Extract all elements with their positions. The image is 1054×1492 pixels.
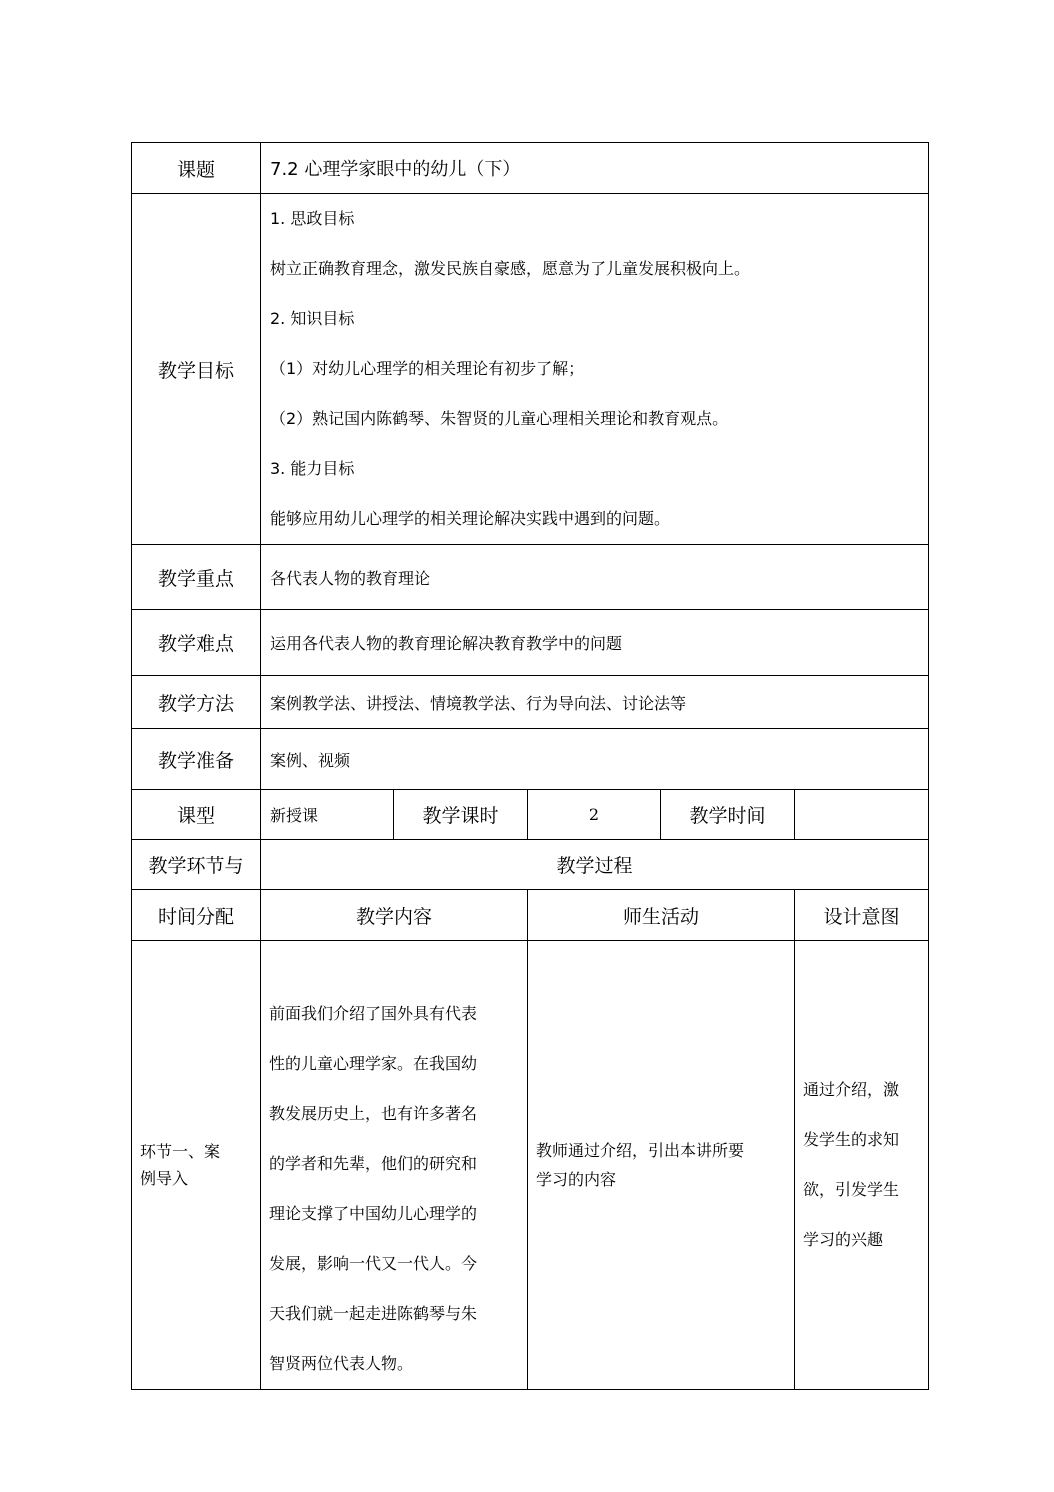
lesson-time-value [795, 790, 929, 840]
lesson-type-label: 课型 [132, 790, 261, 840]
objective-line: 1. 思政目标 [270, 209, 355, 228]
lesson-plan-table [131, 142, 929, 1390]
objective-line: （2）熟记国内陈鹤琴、朱智贤的儿童心理相关理论和教育观点。 [270, 409, 729, 428]
objective-line: 3. 能力目标 [270, 459, 355, 478]
stage1-intent-line: 学习的兴趣 [803, 1230, 884, 1249]
stage1-row [132, 941, 929, 1390]
objective-line: 能够应用幼儿心理学的相关理论解决实践中遇到的问题。 [270, 509, 671, 528]
stage1-intent-line: 发学生的求知 [803, 1130, 900, 1149]
objectives-row [132, 194, 929, 545]
methods-label: 教学方法 [132, 676, 261, 729]
stage1-content-line: 理论支撑了中国幼儿心理学的 [269, 1204, 478, 1223]
intent-label: 设计意图 [795, 890, 929, 941]
stage-label-2: 时间分配 [132, 890, 261, 941]
lesson-type-value: 新授课 [261, 790, 394, 840]
stage1-content-line: 前面我们介绍了国外具有代表 [269, 1004, 478, 1023]
stage1-content-line: 智贤两位代表人物。 [269, 1354, 414, 1373]
stage1-content [261, 941, 528, 1390]
title-label: 课题 [132, 143, 261, 194]
stage1-intent [795, 941, 929, 1390]
stage1-content-line: 天我们就一起走进陈鹤琴与朱 [269, 1304, 478, 1323]
stage1-content-line: 发展，影响一代又一代人。今 [269, 1254, 478, 1273]
lesson-info-row [132, 790, 929, 840]
preparation-label: 教学准备 [132, 729, 261, 790]
stage1-content-line: 教发展历史上，也有许多著名 [269, 1104, 478, 1123]
lesson-hours-value: 2 [528, 790, 661, 840]
stage1-name [132, 941, 261, 1390]
stage1-intent-line: 通过介绍，激 [803, 1080, 900, 1099]
methods-value: 案例教学法、讲授法、情境教学法、行为导向法、讨论法等 [261, 676, 929, 729]
objectives-label: 教学目标 [132, 194, 261, 545]
process-header-row [132, 840, 929, 890]
activity-label: 师生活动 [528, 890, 795, 941]
objective-line: 2. 知识目标 [270, 309, 355, 328]
stage1-content-line: 性的儿童心理学家。在我国幼 [269, 1054, 478, 1073]
preparation-value: 案例、视频 [261, 729, 929, 790]
objective-line: （1）对幼儿心理学的相关理论有初步了解； [270, 359, 585, 378]
stage1-activity-line: 教师通过介绍，引出本讲所要 [536, 1141, 745, 1160]
methods-row [132, 676, 929, 729]
difficulties-label: 教学难点 [132, 610, 261, 676]
stage1-intent-line: 欲，引发学生 [803, 1180, 900, 1199]
key-points-row [132, 545, 929, 610]
difficulties-row [132, 610, 929, 676]
stage1-name-line: 环节一、案 [140, 1142, 221, 1161]
objectives-content [261, 194, 929, 545]
preparation-row [132, 729, 929, 790]
lesson-hours-label: 教学课时 [394, 790, 528, 840]
difficulties-value: 运用各代表人物的教育理论解决教育教学中的问题 [261, 610, 929, 676]
content-label: 教学内容 [261, 890, 528, 941]
key-points-value: 各代表人物的教育理论 [261, 545, 929, 610]
process-label: 教学过程 [261, 840, 929, 890]
key-points-label: 教学重点 [132, 545, 261, 610]
stage-label-1: 教学环节与 [132, 840, 261, 890]
stage1-content-line: 的学者和先辈，他们的研究和 [269, 1154, 478, 1173]
objective-line: 树立正确教育理念，激发民族自豪感，愿意为了儿童发展积极向上。 [270, 259, 751, 278]
stage1-name-line: 例导入 [140, 1169, 189, 1188]
process-subheader-row [132, 890, 929, 941]
title-row [132, 143, 929, 194]
stage1-activity-line: 学习的内容 [536, 1170, 617, 1189]
title-value: 7.2 心理学家眼中的幼儿（下） [261, 143, 929, 194]
stage1-activity [528, 941, 795, 1390]
lesson-time-label: 教学时间 [661, 790, 795, 840]
